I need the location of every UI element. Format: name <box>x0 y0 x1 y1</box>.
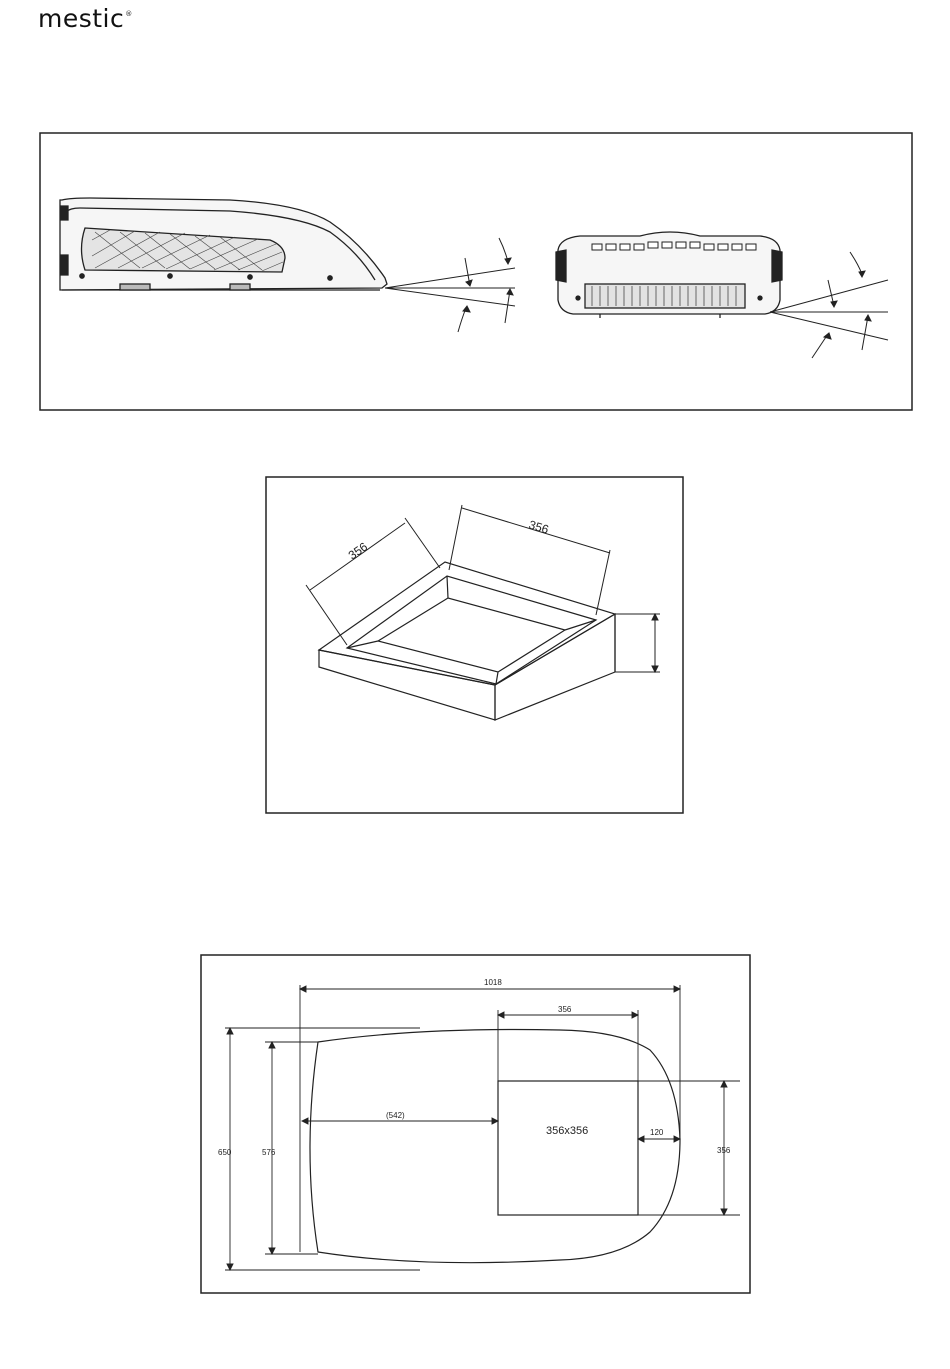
opening-width-top-label: 356 <box>558 1005 572 1014</box>
frame-outline <box>319 562 615 720</box>
roof-opening-rect <box>498 1081 638 1215</box>
unit-front-view <box>556 232 782 318</box>
front-clearance-label: 120 <box>650 1128 664 1137</box>
overall-width-label: 650 <box>218 1148 232 1157</box>
figure-opening-frame-isometric <box>266 477 683 813</box>
opening-size-label: 356x356 <box>546 1125 589 1137</box>
opening-height-side-label: 356 <box>717 1146 731 1155</box>
figure-roof-unit-elevations <box>40 133 912 410</box>
front-tilt-angle-indicator <box>770 252 888 358</box>
edge-b-dimension-label: 356 <box>527 517 551 537</box>
registered-mark: ® <box>125 10 133 18</box>
offset-to-opening-label: (542) <box>386 1111 405 1120</box>
figure-3-border <box>201 955 750 1293</box>
unit-side-view <box>60 198 387 290</box>
brand-name: mestic <box>38 4 125 33</box>
side-tilt-angle-indicator <box>385 238 515 332</box>
inner-width-label: 576 <box>262 1148 276 1157</box>
edge-a-dimension-label: 356 <box>345 539 371 563</box>
figure-plan-view <box>201 955 750 1293</box>
overall-length-label: 1018 <box>484 978 502 987</box>
